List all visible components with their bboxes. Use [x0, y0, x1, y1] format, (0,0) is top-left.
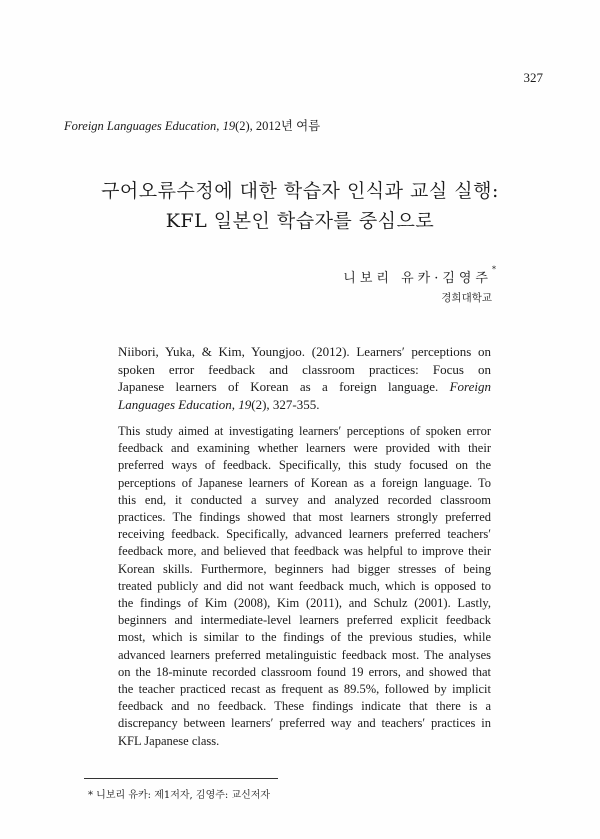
citation-journal-italic: Foreign — [449, 379, 491, 394]
author-footnote-mark: * — [492, 265, 496, 274]
citation-block — [118, 343, 491, 413]
journal-header — [64, 116, 320, 134]
abstract-line: this end, it conducted a survey and analyzed recorded classroom — [118, 492, 491, 507]
abstract-line: discrepancy between learners′ preferred way and teachers′ practices in — [118, 716, 491, 731]
citation-line-text: Japanese learners of Korean as a foreign language. — [118, 379, 439, 394]
citation-line: Niibori, Yuka, & Kim, Youngjoo. (2012). Learners′ perceptions on — [118, 344, 491, 359]
abstract-line: This study aimed at investigating learners′ perceptions of spoken error — [118, 424, 491, 438]
abstract-line: beginners and intermediate-level learners preferred explicit feedback — [118, 613, 491, 628]
footnote-divider — [84, 778, 278, 779]
abstract-line: preferred ways of feedback. Specifically, this study focused on the — [118, 458, 491, 473]
paper-title-line-1: 구어오류수정에 대한 학습자 인식과 교실 실행: — [101, 180, 499, 202]
author-affiliation: 경희대학교 — [441, 292, 492, 304]
abstract-line: treated publicly and did not want feedback much, which is opposed to — [118, 578, 491, 593]
citation-line — [118, 378, 491, 396]
journal-volume: 19 — [222, 119, 236, 133]
journal-issue-year: (2), 2012년 여름 — [235, 119, 321, 133]
abstract-line: practices. The findings showed that most learners strongly preferred — [118, 510, 491, 525]
footnote: * 니보리 유카: 제1저자, 김영주: 교신저자 — [88, 790, 271, 801]
abstract-line: the teacher practiced recast as frequent as 89.5%, followed by implicit — [118, 682, 491, 697]
citation-line: spoken error feedback and classroom practices: Focus on — [118, 361, 491, 377]
abstract-line: on the 18-minute recorded classroom found 19 errors, and showed that — [118, 664, 491, 679]
citation-pages: (2), 327-355. — [251, 396, 320, 412]
abstract-line: most, which is similar to the findings of the previous studies, while — [118, 630, 491, 645]
abstract-line: receiving feedback. Specifically, advanced learners preferred teachers′ — [118, 527, 491, 542]
abstract-line: the findings of Kim (2008), Kim (2011), and Schulz (2001). Lastly, — [118, 596, 491, 611]
abstract-line: advanced learners preferred metalinguistic feedback most. The analyses — [118, 647, 491, 662]
citation-journal-italic: Languages Education, 19 — [118, 396, 252, 412]
abstract-line: feedback more, and believed that feedback was helpful to improve their — [118, 544, 491, 559]
abstract-line: feedback and examining whether learners were provided with their — [118, 441, 491, 456]
paper-title-line-2: KFL 일본인 학습자를 중심으로 — [165, 210, 435, 232]
abstract-line: feedback and no feedback. These findings indicate that there is a — [118, 699, 491, 714]
abstract-line: Korean skills. Furthermore, beginners had bigger stresses of being — [118, 561, 491, 576]
abstract-line: KFL Japanese class. — [118, 733, 220, 748]
page-number: 327 — [523, 70, 543, 85]
journal-name: Foreign Languages Education, — [64, 119, 220, 133]
abstract-line: perceptions of Japanese learners of Korean as a foreign language. To — [118, 475, 491, 490]
abstract-block — [118, 423, 491, 750]
author-names-text: 니보리 유카·김영주 — [343, 271, 492, 286]
author-names — [343, 267, 496, 286]
citation-line — [118, 396, 491, 414]
